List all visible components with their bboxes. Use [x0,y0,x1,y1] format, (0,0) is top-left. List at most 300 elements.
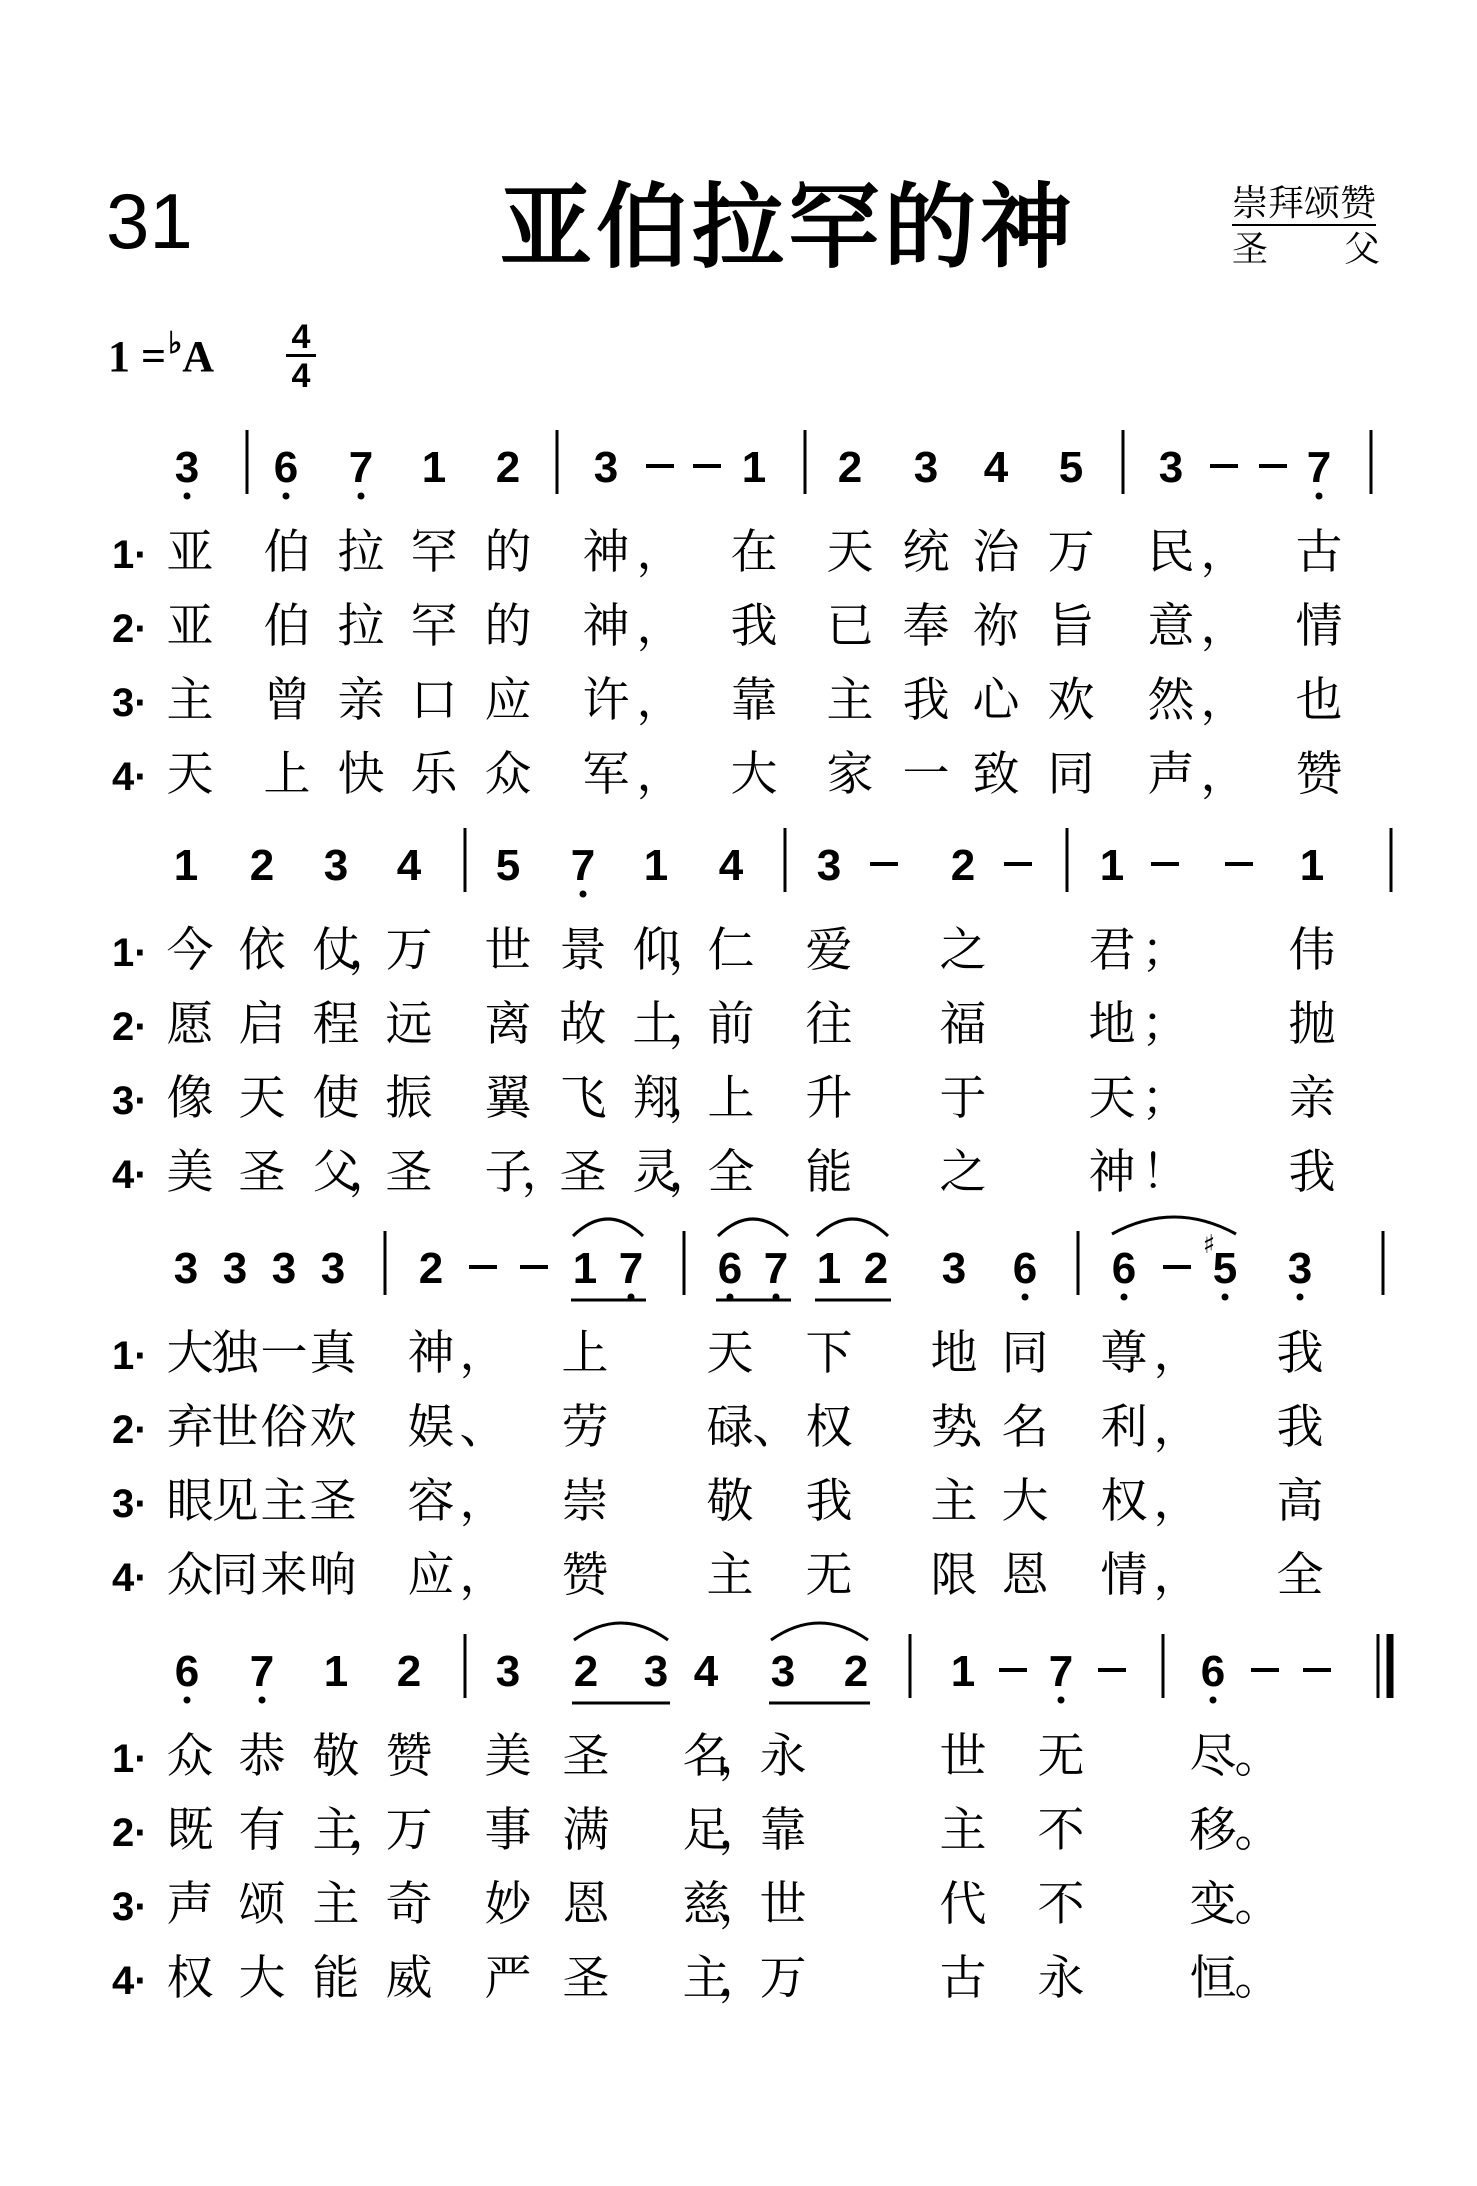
verse-number: 2· [112,607,148,651]
lyric-char: 地 [930,1326,978,1381]
lyric-char: 颂 [238,1877,286,1932]
lyric-char: 天 [1088,1071,1136,1126]
lyric-char: 伯 [263,525,311,580]
note: 7 [1306,443,1332,492]
lyric-char: 拉 [337,599,385,654]
note: 3 [222,1244,248,1293]
lyric-char: 、 [752,1400,800,1455]
lyric-char: ！ [1141,1145,1189,1200]
lyric-char: 尊 [1100,1326,1148,1381]
lyric-char: 不 [1037,1803,1085,1858]
lyric-char: 欢 [309,1400,357,1455]
key-letter: A [182,332,215,381]
lyric-char: 仰 [632,923,680,978]
lyric-char: 妙 [484,1877,532,1932]
lyric-char: 见 [211,1474,259,1529]
lyric-char: 致 [972,747,1020,802]
lyric-char: 亚 [166,599,214,654]
note: 1 [421,443,447,492]
note: 1 [572,1244,598,1293]
lyric-char: 应 [407,1548,455,1603]
note: 7 [348,443,374,492]
lyric-char: ， [348,1145,396,1200]
lyric-char: 高 [1276,1474,1324,1529]
verse-number: 4· [112,1959,148,2003]
note: 3 [941,1244,967,1293]
octave-dot-below [1022,1294,1029,1301]
lyric-char: ， [1200,673,1248,728]
lyric-char: 圣 [238,1145,286,1200]
lyric-char: 、 [459,1400,507,1455]
lyric-char: 威 [385,1951,433,2006]
subcategory-part: 圣 [1232,229,1269,270]
slur-arc [574,1623,668,1640]
octave-dot-below [184,493,191,500]
note: 2 [396,1647,422,1696]
lyric-char: 仗 [312,923,360,978]
lyric-char: 飞 [559,1071,607,1126]
verse-number: 1· [112,1737,148,1781]
lyric-char: 变 [1189,1877,1237,1932]
lyric-char: 亚 [166,525,214,580]
lyric-char: 之 [939,923,987,978]
lyric-char: 一 [260,1326,308,1381]
note: 2 [573,1647,599,1696]
note: 1 [323,1647,349,1696]
note: 3 [913,443,939,492]
note: 3 [816,841,842,890]
lyric-char: 神 [582,599,630,654]
note: 3 [173,1244,199,1293]
lyric-char: 。 [1234,1877,1282,1932]
lyric-char: 应 [484,673,532,728]
lyric-char: 主 [312,1877,360,1932]
lyric-char: 往 [805,997,853,1052]
note: 6 [1111,1244,1137,1293]
lyric-char: 祢 [972,599,1020,654]
lyric-char: 我 [1288,1145,1336,1200]
lyric-char: ， [1153,1326,1201,1381]
octave-dot-below [580,891,587,898]
note: 4 [718,841,744,890]
verse-number: 2· [112,1005,148,1049]
lyric-char: ， [459,1548,507,1603]
lyric-char: 能 [805,1145,853,1200]
lyric-char: 利 [1100,1400,1148,1455]
note: 2 [950,841,976,890]
lyric-char: 大 [166,1326,214,1381]
lyric-char: ， [459,1326,507,1381]
lyric-char: 远 [385,997,433,1052]
lyric-char: 足 [682,1803,730,1858]
lyric-char: 抛 [1288,997,1336,1052]
lyric-char: 眼 [166,1474,214,1529]
verse-number: 4· [112,755,148,799]
lyric-char: 民 [1147,525,1195,580]
lyric-char: 大 [730,747,778,802]
lyric-char: 全 [707,1145,755,1200]
time-denominator: 4 [286,354,316,393]
lyric-char: 尽 [1189,1729,1237,1784]
slur-arc [573,1219,643,1236]
lyric-char: 我 [1276,1400,1324,1455]
lyric-char: 恩 [562,1877,610,1932]
lyric-char: 罕 [410,525,458,580]
lyric-char: 众 [484,747,532,802]
lyric-char: 土 [632,997,680,1052]
lyric-char: 翔 [632,1071,680,1126]
lyric-char: 许 [582,673,630,728]
lyric-char: ， [718,1803,766,1858]
lyric-char: 家 [826,747,874,802]
lyric-char: 主 [706,1548,754,1603]
lyric-char: 碌 [706,1400,754,1455]
lyric-char: 主 [260,1474,308,1529]
lyric-char: 来 [260,1548,308,1603]
lyric-char: 敬 [706,1474,754,1529]
verse-number: 3· [112,681,148,725]
verse-number: 1· [112,931,148,975]
octave-dot-below [1058,1697,1065,1704]
lyric-char: 的 [484,525,532,580]
lyric-char: 劳 [561,1400,609,1455]
note: 7 [1048,1647,1074,1696]
lyric-char: 我 [902,673,950,728]
verse-number: 3· [112,1885,148,1929]
lyric-char: 奇 [385,1877,433,1932]
note: 3 [593,443,619,492]
lyric-char: 恩 [1001,1548,1049,1603]
lyric-char: 容 [407,1474,455,1529]
lyric-char: 严 [484,1951,532,2006]
note: 7 [618,1244,644,1293]
lyric-char: 圣 [559,1145,607,1200]
lyric-char: 永 [1037,1951,1085,2006]
lyric-char: ， [459,1474,507,1529]
hymn-title: 亚伯拉罕的神 [500,174,1077,281]
sharp-sign: ♯ [1202,1230,1216,1260]
lyric-char: ， [636,599,684,654]
lyric-char: 情 [1100,1548,1148,1603]
lyric-char: 满 [562,1803,610,1858]
note: 3 [1287,1244,1313,1293]
verse-number: 1· [112,533,148,577]
lyric-char: 世 [484,923,532,978]
slur-arc [718,1219,788,1236]
lyric-char: 世 [211,1400,259,1455]
octave-dot-below [1297,1294,1304,1301]
lyric-char: 。 [1234,1803,1282,1858]
lyric-char: ， [668,923,716,978]
lyric-char: 翼 [484,1071,532,1126]
lyric-char: 。 [1234,1729,1282,1784]
lyric-char: 福 [939,997,987,1052]
lyric-char: 众 [166,1548,214,1603]
note: 1 [643,841,669,890]
lyric-char: 程 [312,997,360,1052]
lyric-char: 故 [559,997,607,1052]
lyric-char: 上 [561,1326,609,1381]
octave-dot-below [259,1697,266,1704]
time-numerator: 4 [291,318,311,356]
lyric-char: 无 [1037,1729,1085,1784]
lyric-char: 靠 [759,1803,807,1858]
lyric-char: 军 [582,747,630,802]
lyric-char: ； [1141,1071,1189,1126]
note: 1 [1299,841,1325,890]
lyric-char: 拉 [337,525,385,580]
note: 4 [693,1647,719,1696]
lyric-char: 神 [1088,1145,1136,1200]
lyric-char: 依 [238,923,286,978]
lyric-char: 恒 [1189,1951,1237,2006]
note: 7 [763,1244,789,1293]
lyric-char: 独 [211,1326,259,1381]
octave-dot-below [1222,1294,1229,1301]
lyric-char: 众 [166,1729,214,1784]
hymn-number: 31 [106,177,193,265]
note: 2 [843,1647,869,1696]
slur-arc [1112,1217,1236,1234]
lyric-char: 弃 [166,1400,214,1455]
lyric-char: 万 [385,1803,433,1858]
lyric-char: 离 [484,997,532,1052]
note: 2 [495,443,521,492]
note: 1 [950,1647,976,1696]
note: 4 [396,841,422,890]
lyric-char: 不 [1037,1877,1085,1932]
lyric-char: 慈 [682,1877,730,1932]
lyric-char: 治 [972,525,1020,580]
lyric-char: 升 [805,1071,853,1126]
lyric-char: ， [668,997,716,1052]
lyric-char: 代 [939,1877,987,1932]
lyric-char: 爱 [805,923,853,978]
lyric-char: ， [521,1145,569,1200]
lyric-char: 主 [682,1951,730,2006]
lyric-char: 君 [1088,923,1136,978]
lyric-char: 曾 [263,673,311,728]
lyric-char: 上 [263,747,311,802]
lyric-char: 娱 [407,1400,455,1455]
lyric-char: 乐 [410,747,458,802]
verse-number: 3· [112,1482,148,1526]
lyric-char: 圣 [562,1729,610,1784]
lyric-char: 伯 [263,599,311,654]
lyric-char: 灵 [632,1145,680,1200]
lyric-char: 大 [1001,1474,1049,1529]
lyric-char: 赞 [561,1548,609,1603]
note: 3 [643,1647,669,1696]
octave-dot-below [1316,493,1323,500]
lyric-char: ， [636,673,684,728]
lyric-char: 名 [682,1729,730,1784]
lyric-char: 圣 [309,1474,357,1529]
note: 2 [837,443,863,492]
lyric-char: 声 [1147,747,1195,802]
lyric-char: 像 [166,1071,214,1126]
verse-number: 1· [112,1334,148,1378]
note: 7 [249,1647,275,1696]
lyric-char: ； [1141,997,1189,1052]
lyric-char: 圣 [562,1951,610,2006]
lyric-char: 美 [484,1729,532,1784]
lyric-char: 、 [966,1400,1014,1455]
lyric-char: 主 [939,1803,987,1858]
lyric-char: 心 [972,673,1020,728]
note: 5 [1058,443,1084,492]
lyric-char: ， [1200,747,1248,802]
lyric-char: 我 [730,599,778,654]
verse-number: 3· [112,1079,148,1123]
lyric-char: 意 [1147,599,1195,654]
lyric-char: 赞 [1295,747,1343,802]
note: 2 [863,1244,889,1293]
note: 6 [717,1244,743,1293]
note: 3 [174,443,200,492]
lyric-char: 主 [826,673,874,728]
lyric-char: 愿 [166,997,214,1052]
lyric-char: 罕 [410,599,458,654]
subcategory-part: 父 [1343,229,1380,270]
lyric-char: 天 [238,1071,286,1126]
lyric-char: 全 [1276,1548,1324,1603]
octave-dot-below [1121,1294,1128,1301]
lyric-char: ， [1200,525,1248,580]
octave-dot-below [184,1697,191,1704]
note: 3 [323,841,349,890]
lyric-char: 同 [1001,1326,1049,1381]
lyric-char: 有 [238,1803,286,1858]
lyric-char: 我 [1276,1326,1324,1381]
lyric-char: 权 [1100,1474,1148,1529]
lyric-char: 于 [939,1071,987,1126]
lyric-char: 崇 [561,1474,609,1529]
lyric-char: 俗 [260,1400,308,1455]
lyric-char: 声 [166,1877,214,1932]
lyric-char: 无 [805,1548,853,1603]
lyric-char: 响 [309,1548,357,1603]
lyric-char: ， [718,1729,766,1784]
note: 1 [741,443,767,492]
lyric-char: 奉 [902,599,950,654]
slur-arc [771,1623,868,1640]
lyric-char: ； [1141,923,1189,978]
note: 5 [495,841,521,890]
lyric-char: 启 [238,997,286,1052]
lyric-char: 敬 [312,1729,360,1784]
lyric-char: 事 [484,1803,532,1858]
lyric-char: 口 [410,673,458,728]
lyric-char: 主 [166,673,214,728]
lyric-char: 赞 [385,1729,433,1784]
lyric-char: 真 [309,1326,357,1381]
lyric-char: 景 [559,923,607,978]
note: 3 [495,1647,521,1696]
lyric-char: 统 [902,525,950,580]
lyric-char: 上 [707,1071,755,1126]
lyric-char: 伟 [1288,923,1336,978]
lyric-char: 。 [1234,1951,1282,2006]
lyric-char: 世 [939,1729,987,1784]
lyric-char: 我 [805,1474,853,1529]
lyric-char: 移 [1189,1803,1237,1858]
note: 4 [983,443,1009,492]
lyric-char: ， [348,923,396,978]
lyric-char: 恭 [238,1729,286,1784]
lyric-char: 情 [1295,599,1343,654]
lyric-char: 万 [759,1951,807,2006]
lyric-char: ， [636,747,684,802]
lyric-char: 神 [582,525,630,580]
note: 1 [1099,841,1125,890]
octave-dot-below [358,493,365,500]
lyric-char: 同 [1047,747,1095,802]
lyric-char: 快 [337,747,385,802]
lyric-char: 一 [902,747,950,802]
lyric-char: 靠 [730,673,778,728]
lyric-char: ， [1153,1400,1201,1455]
note: 2 [418,1244,444,1293]
note: 3 [770,1647,796,1696]
lyric-char: ， [718,1877,766,1932]
lyric-char: 势 [930,1400,978,1455]
flat-sign: ♭ [168,327,183,360]
lyric-char: 旨 [1047,599,1095,654]
key-prefix: 1 = [108,332,167,381]
lyric-char: 今 [166,923,214,978]
lyric-char: 权 [805,1400,853,1455]
lyric-char: 权 [166,1951,214,2006]
lyric-char: 能 [312,1951,360,2006]
lyric-char: 同 [211,1548,259,1603]
lyric-char: 之 [939,1145,987,1200]
lyric-char: 在 [730,525,778,580]
note: 1 [173,841,199,890]
note: 3 [1158,443,1184,492]
lyric-char: 已 [826,599,874,654]
lyric-char: 振 [385,1071,433,1126]
note: 6 [174,1647,200,1696]
octave-dot-below [283,493,290,500]
lyric-char: ， [1153,1548,1201,1603]
lyric-char: ， [1200,599,1248,654]
lyric-char: 永 [759,1729,807,1784]
lyric-char: 天 [706,1326,754,1381]
lyric-char: 使 [312,1071,360,1126]
lyric-char: 天 [826,525,874,580]
lyric-char: 地 [1088,997,1136,1052]
lyric-char: 前 [707,997,755,1052]
lyric-char: 然 [1147,673,1195,728]
lyric-char: 美 [166,1145,214,1200]
lyric-char: 主 [930,1474,978,1529]
lyric-char: 既 [166,1803,214,1858]
lyric-char: 万 [385,923,433,978]
lyric-char: 大 [238,1951,286,2006]
note: 5 [1212,1244,1238,1293]
note: 3 [271,1244,297,1293]
verse-number: 2· [112,1408,148,1452]
lyric-char: 古 [939,1951,987,2006]
category-label: 崇拜颂赞 [1232,183,1377,224]
lyric-char: 世 [759,1877,807,1932]
lyric-char: ， [1153,1474,1201,1529]
lyric-char: 神 [407,1326,455,1381]
lyric-char: 父 [312,1145,360,1200]
slur-arc [817,1219,888,1236]
lyric-char: 亲 [337,673,385,728]
